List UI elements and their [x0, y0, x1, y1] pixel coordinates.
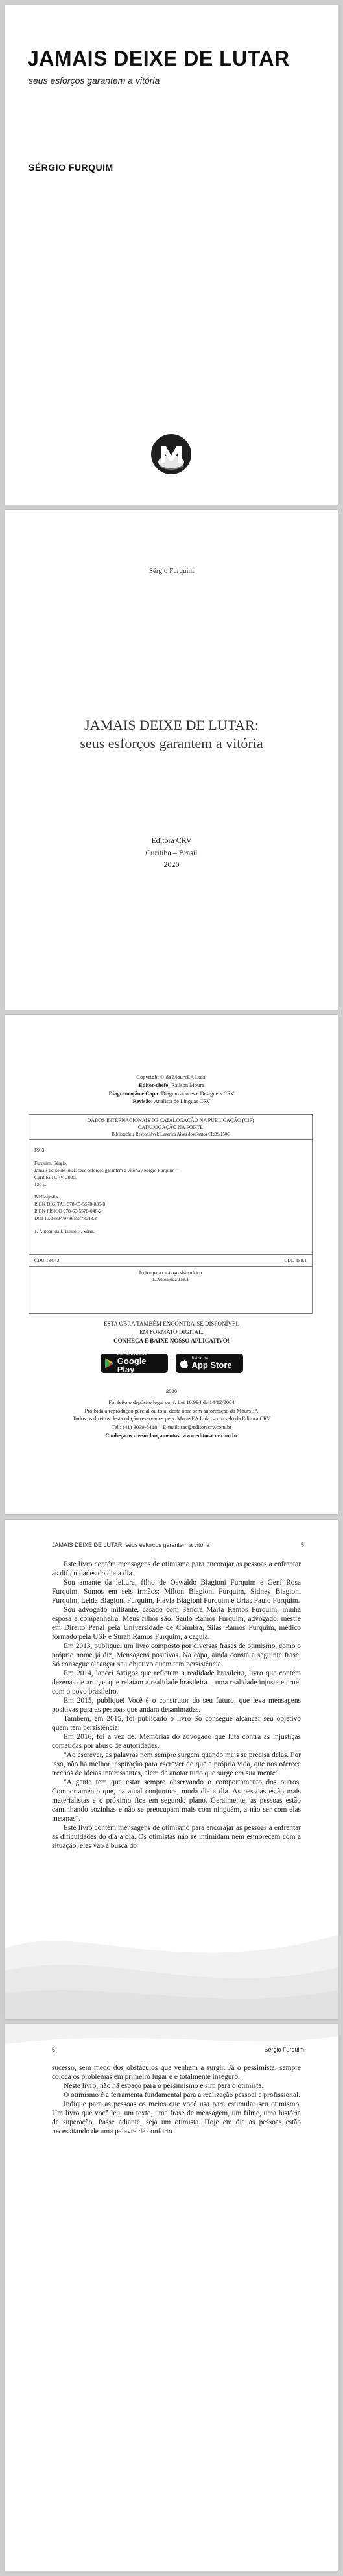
- paragraph: Em 2015, publiquei Você é o construtor do seu futuro, que leva mensagens positivas para as pessoas que andam desanimadas.: [52, 1697, 301, 1714]
- cip-box: [29, 1114, 313, 1314]
- google-play-badge[interactable]: DISPONÍVEL NO Google Play: [101, 1354, 168, 1373]
- paragraph: Este livro contém mensagens de otimismo para encorajar as pessoas a enfrentar as dificuldades do dia a dia. Os otimistas não se intimidam nem esmorecem com a situação, eles vão à busca do: [52, 1824, 301, 1850]
- body-text: [52, 1560, 301, 1851]
- cdu: CDU 134.42: [34, 1258, 60, 1263]
- doi: DOI 10.24824/978655578048.2: [34, 1215, 97, 1221]
- copyright-line: Copyright © da MoursEA Ltda.: [136, 1074, 207, 1080]
- editor-credit: Editor-chefe: Railson Moura: [139, 1082, 204, 1089]
- paragraph: "Ao escrever, as palavras nem sempre surgem quando mais se precisa delas. Por isso, não há melhor inspiração para escrever do que a própria vida, que nos oferece trechos de ideias interessantes, além de anotar tudo que surge em sua mente".: [52, 1751, 301, 1777]
- publisher-m-logo-icon: [150, 433, 192, 475]
- cip-body: F983 Furquim, Sérgio Jamais deixe de lutar: seus esforços garantem a vitória / Sérgio Furquim – Curitiba : CRV, 2020. 120 p. Bibliografia ISBN DIGITAL 978-65-5578-030-0 ISBN FÍSICO 978-65-5578-048-2 DOI 10.24824/978655578048.2 1. Autoajuda I. Título II. Série.: [34, 1147, 307, 1235]
- paragraph: "A gente tem que estar sempre observando o comportamento dos outros. Comportamento que, na atual conjuntura, muda dia a dia. As pessoas estão mais materialistas e o próximo fica em segundo plano. Geralmente, as pessoas estão caminhando sozinhas e não se preocupam mais com ninguém, a não ser com elas mesmas".: [52, 1779, 301, 1823]
- apple-icon: [180, 1358, 189, 1369]
- cdd: CDD 158.1: [284, 1258, 307, 1263]
- half-title-title: [5, 716, 338, 752]
- legal-footer: 2020 Foi feito o depósito legal conf. Lei 10.994 de 14/12/2004 Proibida a reprodução parcial ou total desta obra sem autorização da MoursEA Todos os direitos desta edição reservados pela: MoursEA Ltda. – um selo da Editora CRV Tel.: (41) 3039-6418 – E-mail: sac@editoracrv.com.br Conheça os nossos lançamentos: www.editoracrv.com.br: [72, 1388, 271, 1439]
- google-play-icon: [104, 1357, 114, 1369]
- paragraph: Indique para as pessoas os meios que você usa para estimular seu otimismo. Um livro que você leu, um texto, uma frase de mensagem, um filme, uma história de superação. Passe adiante, seja um otimista. Hoje em dia as pessoas estão necessitando de uma palavra de conforto.: [52, 2100, 301, 2135]
- cip-header: DADOS INTERNACIONAIS DE CATALOGAÇÃO NA PUBLICAÇÃO (CIP) CATALOGAÇÃO NA FONTE Bibliotecária Responsável: Luzenira Alves dos Santos CRB9/1506: [29, 1115, 312, 1140]
- half-title-line2: seus esforços garantem a vitória: [80, 735, 263, 751]
- half-title-line1: JAMAIS DEIXE DE LUTAR:: [84, 717, 259, 733]
- paragraph: Em 2014, lancei Artigos que refletem a realidade brasileira, livro que contém dezenas de artigos que relatam a realidade brasileira – uma realidade injusta e cruel com o povo brasileiro.: [52, 1670, 301, 1695]
- review-credit: Revisão: Analista de Línguas CRV: [132, 1097, 211, 1104]
- decorative-wave-top: [5, 2024, 338, 2063]
- page-number: 5: [300, 1542, 304, 1548]
- running-title: JAMAIS DEIXE DE LUTAR: seus esforços garantem a vitória: [52, 1542, 210, 1548]
- paragraph: Sou advogado militante, casado com Sandra Maria Ramos Furquim, minha esposa e companheira. Meus filhos são: Saulo Ramos Furquim, advogado, mestre em Direito Penal pela Universidade de Coimbra, Silas Ramos Furquim, médico formado pela USF e Surah Ramos Furquim, a caçula.: [52, 1606, 301, 1641]
- paragraph: Neste livro, não há espaço para o pessimismo e sim para o otimista.: [64, 2082, 264, 2090]
- half-title-page: [5, 510, 338, 1010]
- isbn-fisico: ISBN FÍSICO 978-65-5578-048-2: [34, 1208, 102, 1215]
- body-text: [52, 2063, 301, 2136]
- cover-title: JAMAIS DEIXE DE LUTAR: [27, 47, 290, 70]
- cover-author: SÉRGIO FURQUIM: [29, 162, 113, 173]
- imprint-year: 2020: [163, 860, 180, 869]
- text-page-6: [5, 2024, 338, 2571]
- cover-page: [5, 5, 338, 505]
- paragraph: Sou amante da leitura, filho de Oswaldo Biagioni Furquim e Gení Rosa Furquim. Somos em seis irmãos: Milton Biagioni Furquim, Sidney Biagioni Furquim, Leida Biagioni Furquim, Flavia Biagioni Furquim e Urias Paulo Furquim.: [52, 1579, 301, 1605]
- decorative-wave: [5, 1909, 338, 2019]
- index-row: Índice para catálogo sistemático 1. Autoajuda 158.1: [29, 1266, 312, 1285]
- classification-row: [29, 1254, 312, 1266]
- digital-edition-notice: ESTA OBRA TAMBÉM ENCONTRA-SE DISPONÍVEL EM FORMATO DIGITAL. CONHEÇA E BAIXE NOSSO APLICATIVO!: [104, 1320, 239, 1344]
- imprint-city: Curitiba – Brasil: [145, 847, 198, 857]
- store-badges: [5, 1354, 338, 1373]
- app-store-badge[interactable]: Baixar na App Store: [176, 1354, 243, 1373]
- imprint-publisher: Editora CRV: [151, 836, 192, 845]
- credits: [5, 1073, 338, 1105]
- page-number: 6: [52, 2047, 56, 2053]
- half-title-author: Sérgio Furquim: [148, 567, 195, 575]
- copyright-page: [5, 1015, 338, 1514]
- running-head: [52, 1542, 304, 1548]
- paragraph: O otimismo é a ferramenta fundamental para a realização pessoal e profissional.: [64, 2091, 300, 2099]
- text-page-5: [5, 1520, 338, 2019]
- running-author: Sérgio Furquim: [264, 2047, 304, 2053]
- isbn-digital: ISBN DIGITAL 978-65-5578-030-0: [34, 1201, 106, 1208]
- cover-subtitle: seus esforços garantem a vitória: [29, 75, 160, 86]
- paragraph: Este livro contém mensagens de otimismo para encorajar as pessoas a enfrentar as dificuldades do dia a dia.: [52, 1561, 301, 1577]
- subjects: 1. Autoajuda I. Título II. Série.: [34, 1228, 95, 1234]
- design-credit: Diagramação e Capa: Diagramadores e Designers CRV: [108, 1089, 235, 1097]
- paragraph-continued: sucesso, sem medo dos obstáculos que venham a surgir. Já o pessimista, sempre coloca os problemas em primeiro lugar e é totalmente inseguro.: [52, 2064, 301, 2081]
- call-number: F983: [34, 1147, 45, 1153]
- imprint: [5, 834, 338, 871]
- paragraph: Também, em 2015, foi publicado o livro Só consegue alcançar seu objetivo quem tem persistência.: [52, 1715, 301, 1732]
- paragraph: Em 2013, publiquei um livro composto por diversas frases de otimismo, como o próprio nome já diz, Mensagens positivas. Na capa, ainda consta a seguinte frase: Só consegue alcançar seu objetivo quem tem persistência.: [52, 1642, 301, 1668]
- paragraph: Em 2016, foi a vez de: Memórias do advogado que luta contra as injustiças cometidas por abuso de autoridades.: [52, 1733, 301, 1750]
